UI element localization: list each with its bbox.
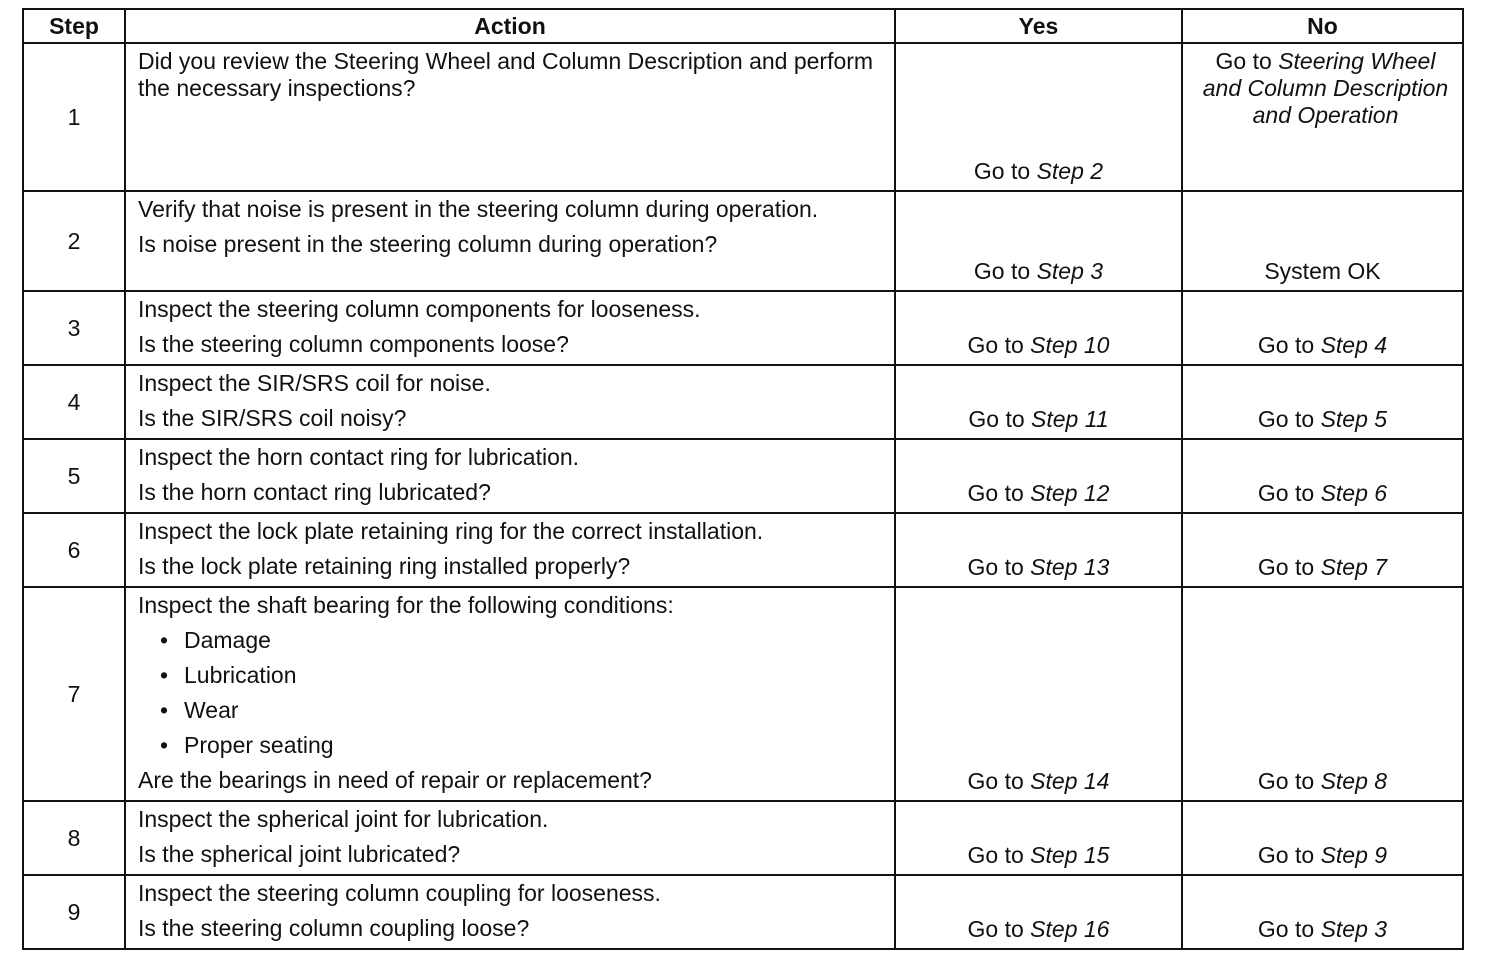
action-cell (125, 43, 895, 191)
no-prefix: Go to (1257, 842, 1315, 868)
no-target: Steering Wheel and Column Description and Operation (1202, 48, 1449, 128)
no-prefix: Go to (1215, 48, 1272, 74)
condition-item: • Wear (138, 697, 882, 724)
action-text: Inspect the steering column components for looseness. (138, 296, 701, 322)
yes-target: Step 10 (1030, 332, 1110, 358)
action-question: Is the steering column coupling loose? (138, 915, 530, 941)
table-row (23, 587, 1463, 801)
no-prefix: Go to (1257, 768, 1315, 794)
action-cell (125, 801, 895, 875)
no-target: Step 6 (1320, 480, 1388, 506)
no-cell (1182, 191, 1463, 291)
action-text: Inspect the SIR/SRS coil for noise. (138, 370, 491, 396)
no-prefix: Go to (1257, 332, 1315, 358)
table-row (23, 875, 1463, 949)
no-cell (1182, 43, 1463, 191)
no-target: Step 7 (1320, 554, 1388, 580)
step-number: 6 (23, 513, 125, 587)
yes-prefix: Go to (973, 258, 1031, 284)
action-text: Inspect the horn contact ring for lubrication. (138, 444, 580, 470)
yes-cell (895, 513, 1182, 587)
table-row (23, 513, 1463, 587)
action-cell (125, 513, 895, 587)
action-question: Is the SIR/SRS coil noisy? (138, 405, 407, 431)
no-cell (1182, 365, 1463, 439)
action-cell (125, 191, 895, 291)
table-row (23, 43, 1463, 191)
header-yes: Yes (895, 9, 1182, 43)
table-row (23, 439, 1463, 513)
no-prefix: Go to (1257, 554, 1315, 580)
condition-item: • Proper seating (138, 732, 882, 759)
diagnostic-table (22, 8, 1464, 950)
header-step: Step (23, 9, 125, 43)
yes-target: Step 13 (1030, 554, 1110, 580)
condition-item: • Damage (138, 627, 882, 654)
no-text: System OK (1264, 258, 1381, 284)
yes-cell (895, 439, 1182, 513)
action-cell (125, 365, 895, 439)
step-number: 2 (23, 191, 125, 291)
action-text: Did you review the Steering Wheel and Column Description and perform the necessary inspections? (138, 48, 874, 101)
yes-cell (895, 587, 1182, 801)
no-target: Step 3 (1320, 916, 1388, 942)
action-question: Is the horn contact ring lubricated? (138, 479, 491, 505)
yes-cell (895, 365, 1182, 439)
yes-target: Step 11 (1031, 406, 1109, 432)
action-text: Inspect the lock plate retaining ring for the correct installation. (138, 518, 764, 544)
action-cell (125, 439, 895, 513)
yes-cell (895, 291, 1182, 365)
yes-prefix: Go to (967, 554, 1024, 580)
step-number: 3 (23, 291, 125, 365)
yes-target: Step 14 (1030, 768, 1110, 794)
no-prefix: Go to (1257, 916, 1315, 942)
yes-target: Step 16 (1030, 916, 1110, 942)
action-question: Is the steering column components loose? (138, 331, 569, 357)
yes-prefix: Go to (973, 158, 1031, 184)
no-cell (1182, 439, 1463, 513)
action-cell (125, 587, 895, 801)
table-row (23, 291, 1463, 365)
step-number: 9 (23, 875, 125, 949)
no-prefix: Go to (1257, 480, 1315, 506)
no-cell (1182, 291, 1463, 365)
action-text: Inspect the spherical joint for lubrication. (138, 806, 549, 832)
action-question: Are the bearings in need of repair or replacement? (138, 767, 652, 793)
step-number: 1 (23, 43, 125, 191)
action-text: Verify that noise is present in the steering column during operation. (138, 196, 819, 222)
no-cell (1182, 801, 1463, 875)
yes-prefix: Go to (967, 916, 1024, 942)
yes-cell (895, 43, 1182, 191)
yes-target: Step 2 (1036, 158, 1104, 184)
yes-cell (895, 875, 1182, 949)
yes-target: Step 12 (1030, 480, 1110, 506)
action-question: Is the spherical joint lubricated? (138, 841, 461, 867)
yes-prefix: Go to (967, 768, 1024, 794)
no-cell (1182, 875, 1463, 949)
yes-prefix: Go to (968, 406, 1025, 432)
table-row (23, 365, 1463, 439)
yes-prefix: Go to (967, 480, 1024, 506)
action-text: Inspect the shaft bearing for the following conditions: (138, 592, 674, 618)
yes-target: Step 15 (1030, 842, 1110, 868)
action-cell (125, 875, 895, 949)
yes-prefix: Go to (967, 842, 1024, 868)
yes-target: Step 3 (1036, 258, 1104, 284)
action-text: Inspect the steering column coupling for looseness. (138, 880, 661, 906)
no-target: Step 9 (1320, 842, 1388, 868)
step-number: 5 (23, 439, 125, 513)
table-row (23, 801, 1463, 875)
step-number: 4 (23, 365, 125, 439)
no-cell (1182, 587, 1463, 801)
no-target: Step 8 (1320, 768, 1388, 794)
no-target: Step 4 (1320, 332, 1388, 358)
yes-cell (895, 191, 1182, 291)
header-action: Action (125, 9, 895, 43)
step-number: 8 (23, 801, 125, 875)
action-question: Is the lock plate retaining ring installed properly? (138, 553, 631, 579)
action-cell (125, 291, 895, 365)
no-cell (1182, 513, 1463, 587)
no-target: Step 5 (1320, 406, 1388, 432)
no-prefix: Go to (1257, 406, 1315, 432)
step-number: 7 (23, 587, 125, 801)
condition-item: • Lubrication (138, 662, 882, 689)
yes-prefix: Go to (967, 332, 1024, 358)
table-row (23, 191, 1463, 291)
header-row (23, 9, 1463, 43)
header-no: No (1182, 9, 1463, 43)
action-question: Is noise present in the steering column during operation? (138, 231, 718, 257)
yes-cell (895, 801, 1182, 875)
